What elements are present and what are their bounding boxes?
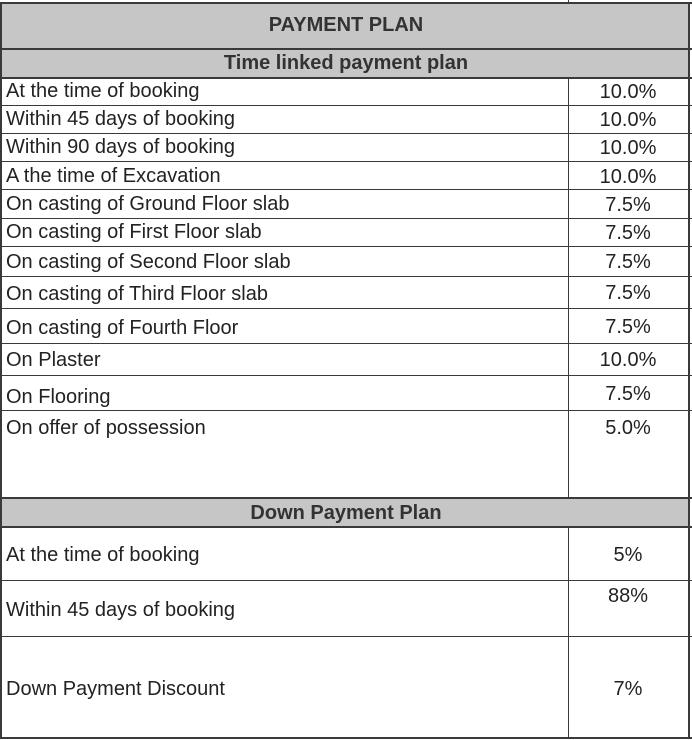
row-value: 88% <box>607 585 649 607</box>
page-title: PAYMENT PLAN <box>268 14 424 36</box>
rule <box>0 2 2 739</box>
row-label: On casting of Second Floor slab <box>6 251 291 273</box>
row-label: On casting of Fourth Floor <box>6 317 239 339</box>
row-label: On casting of Third Floor slab <box>6 283 268 305</box>
row-label: On casting of Ground Floor slab <box>6 193 290 215</box>
row-value: 5% <box>613 544 643 566</box>
rule <box>0 218 692 219</box>
rule <box>0 161 692 162</box>
row-value: 7% <box>613 678 643 700</box>
rule <box>0 48 692 50</box>
row-value: 10.0% <box>599 166 657 188</box>
time-linked-heading: Time linked payment plan <box>223 52 469 74</box>
rule <box>0 410 692 411</box>
row-value: 5.0% <box>605 417 651 439</box>
row-value: 7.5% <box>605 282 651 304</box>
down-payment-heading: Down Payment Plan <box>250 502 442 524</box>
rule <box>0 276 692 277</box>
row-value: 7.5% <box>605 251 651 273</box>
row-label: On offer of possession <box>6 417 206 439</box>
rule <box>0 375 692 376</box>
rule <box>568 526 569 738</box>
row-label: At the time of booking <box>6 80 200 102</box>
row-label: On Plaster <box>6 349 101 371</box>
row-value: 10.0% <box>599 137 657 159</box>
rule <box>0 580 692 581</box>
rule <box>0 105 692 106</box>
rule <box>688 2 690 739</box>
rule <box>0 737 692 739</box>
rule <box>0 497 692 499</box>
row-value: 7.5% <box>605 383 651 405</box>
rule <box>0 636 692 637</box>
row-label: Within 45 days of booking <box>6 599 236 621</box>
row-value: 10.0% <box>599 81 657 103</box>
row-label: At the time of booking <box>6 544 200 566</box>
row-value: 10.0% <box>599 109 657 131</box>
rule <box>0 2 692 4</box>
row-label: Down Payment Discount <box>6 678 225 700</box>
row-value: 10.0% <box>599 349 657 371</box>
rule <box>0 189 692 190</box>
rule <box>568 0 569 4</box>
row-value: 7.5% <box>605 194 651 216</box>
row-value: 7.5% <box>605 316 651 338</box>
rule <box>0 526 692 528</box>
rule <box>0 343 692 344</box>
rule <box>0 246 692 247</box>
rule <box>568 77 569 498</box>
rule <box>0 133 692 134</box>
row-label: Within 45 days of booking <box>6 108 236 130</box>
row-label: On casting of First Floor slab <box>6 221 262 243</box>
row-value: 7.5% <box>605 222 651 244</box>
row-label: Within 90 days of booking <box>6 136 236 158</box>
rule <box>0 308 692 309</box>
row-label: On Flooring <box>6 386 111 408</box>
row-label: A the time of Excavation <box>6 165 221 187</box>
